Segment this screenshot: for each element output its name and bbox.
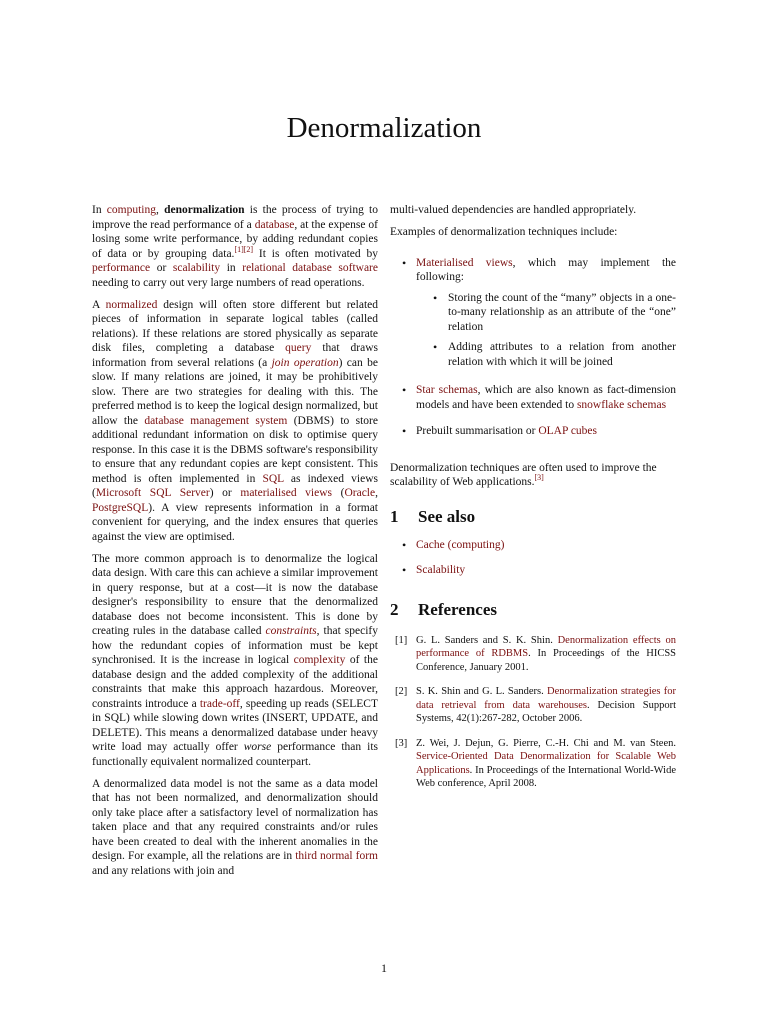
list-item: • Storing the count of the “many” objects in a one-to-many relationship as an attribute of the “one” relation [416,291,676,335]
link-computing[interactable]: computing [106,204,156,216]
link-postgresql[interactable]: PostgreSQL [92,501,149,514]
term-denormalization: denormalization [164,204,245,216]
link-reference-1[interactable]: Denormalization effects on performance of RDBMS [416,634,676,659]
link-materialised-views-2[interactable]: Materialised views [416,256,513,269]
text: , which are also known as fact-dimension models and have been extended to [416,384,677,411]
text: design will often store different but related pieces of information in separate logical tables (called relations). If these relations are stored physically as separate disk files, completing a database [92,298,378,354]
text: as indexed views ( [92,472,378,499]
section-heading-see-also [390,506,676,526]
section-title: See also [418,506,476,526]
link-materialised-views[interactable]: materialised views [240,487,333,499]
scalability-paragraph [390,461,676,490]
list-item [390,383,676,412]
link-scalability[interactable]: scalability [172,262,221,274]
link-third-normal-form[interactable]: third normal form [295,850,378,862]
left-column [92,203,378,886]
list-item [390,563,676,578]
text: , which may implement the following: [416,256,677,283]
techniques-list [390,256,676,439]
link-complexity[interactable]: complexity [293,654,346,666]
sub-list [416,291,676,370]
citation-3[interactable]: [3] [534,473,544,483]
link-database[interactable]: database [254,218,295,231]
reference-3 [390,737,676,791]
section-heading-references [390,600,676,619]
link-query[interactable]: query [285,342,312,354]
link-reference-2[interactable]: Denormalization strategies for data retrieval from data warehouses [416,686,676,711]
see-also-list [390,538,676,577]
intro-paragraph [92,203,378,290]
link-dbms[interactable]: database management system [144,414,288,427]
data-model-paragraph [92,777,378,879]
list-item [390,424,676,439]
link-normalized[interactable]: normalized [105,298,158,311]
text: in [220,262,243,274]
text: performance than its functionally equivalent normalized counterpart. [92,741,379,768]
text: S. K. Shin and G. L. Sanders. [416,686,548,697]
link-reference-3[interactable]: Service-Oriented Data Denormalization for Scalable Web Applications [416,751,676,776]
list-item [390,256,676,370]
text: . In Proceedings of the International World-Wide Web conference, April 2008. [416,764,676,789]
citation-1-2[interactable]: [1][2] [234,244,254,254]
text: of the database design and the added complexity of the additional constraints that make this approach hazardous. Moreover, constraints introduce a [92,654,378,710]
link-constraints[interactable]: constraints [265,625,317,637]
text: G. L. Sanders and S. K. Shin. [416,634,558,646]
link-star-schemas[interactable]: Star schemas [416,384,478,396]
text: needing to carry out very large numbers of read operations. [92,276,365,289]
text: In [92,204,107,216]
text: . In Proceedings of the HICSS Conference, January 2001. [416,648,676,673]
reference-number: [3] [395,737,408,749]
link-relational-database-software[interactable]: relational database software [242,262,378,274]
text: . Decision Support Systems, 42(1):267-282, October 2006. [416,699,676,724]
text: Denormalization techniques are often used to improve the scalability of Web applications. [390,461,657,488]
text: A denormalized data model is not the same as a data model that has not been normalized, and denormalization should only take place after a satisfactory level of normalization has taken place and that any required constraints and/or rules have been created to deal with the inherent anomalies in the design. For example, all the relations are in [92,777,378,862]
text: ( [332,487,345,499]
section-number: 1 [390,506,399,526]
section-number: 2 [390,600,399,619]
text: , [375,487,378,499]
link-performance[interactable]: performance [92,262,151,274]
continuation-paragraph: multi-valued dependencies are handled appropriately. [390,204,637,216]
text: The more common approach is to denormalize the logical data design. With care this can achieve a similar improvement in query response, but at a cost—it is now the database designer's responsibility to ensure that the denormalized database does not become inconsistent. This is done by creating rules in the database called [92,552,378,637]
common-approach-paragraph [92,552,378,770]
text: ) or [209,487,241,499]
text: and any relations with join and [92,864,235,877]
page-number: 1 [381,961,387,975]
reference-1 [390,634,676,675]
link-sql[interactable]: SQL [262,472,284,485]
text: It is often motivated by [253,247,378,260]
text: A [92,298,106,311]
text: ). A view represents information in a format convenient for querying, and the index ensures that queries against the view are optimised. [92,501,378,543]
right-column [390,203,676,802]
link-oracle[interactable]: Oracle [344,487,376,499]
normalized-paragraph [92,298,378,545]
text: Z. Wei, J. Dejun, G. Pierre, C.-H. Chi and M. van Steen. [416,737,676,749]
text: (DBMS) to store additional redundant information on disk to optimise query response. In this case it is the DBMS software's responsibility to ensure that any redundant copies are kept consistent. This method is often implemented in [92,414,378,485]
reference-number: [2] [395,686,408,697]
link-join-operation[interactable]: join operation [271,356,339,369]
emphasis-worse: worse [243,741,272,753]
examples-intro: Examples of denormalization techniques include: [390,226,618,238]
text: Prebuilt summarisation or [416,425,539,437]
page-title: Denormalization [286,112,482,144]
list-item: • Adding attributes to a relation from another relation with which it will be joined [416,340,676,369]
text: or [150,262,173,274]
text: , that specify how the redundant copies of information must be kept synchronised. It is the increase in logical [92,625,378,666]
section-title: References [418,600,497,619]
text: that draws information from several relations (a [92,342,378,369]
list-item [390,538,676,553]
link-scalability-2[interactable]: Scalability [416,563,466,576]
reference-2 [390,685,676,726]
link-snowflake-schemas[interactable]: snowflake schemas [576,398,667,411]
text: is the process of trying to improve the read performance of a [92,204,378,231]
link-microsoft-sql-server[interactable]: Microsoft SQL Server [95,487,210,499]
link-cache-computing[interactable]: Cache (computing) [416,539,505,551]
text: , speeding up reads (SELECT in SQL) while slowing down writes (INSERT, UPDATE, and DELETE). This means a denormalized database under heavy write load may actually offer [92,697,379,753]
link-trade-off[interactable]: trade-off [199,697,240,710]
text: ) can be slow. If many relations are joined, it may be prohibitively slow. There are two strategies for dealing with this. The preferred method is to keep the logical design normalized, but allow the [92,356,378,427]
text: , at the expense of losing some write performance, by adding redundant copies of data or by grouping data. [92,218,378,260]
reference-number: [1] [395,634,408,646]
link-olap-cubes[interactable]: OLAP cubes [538,425,598,437]
text: , [156,204,165,216]
